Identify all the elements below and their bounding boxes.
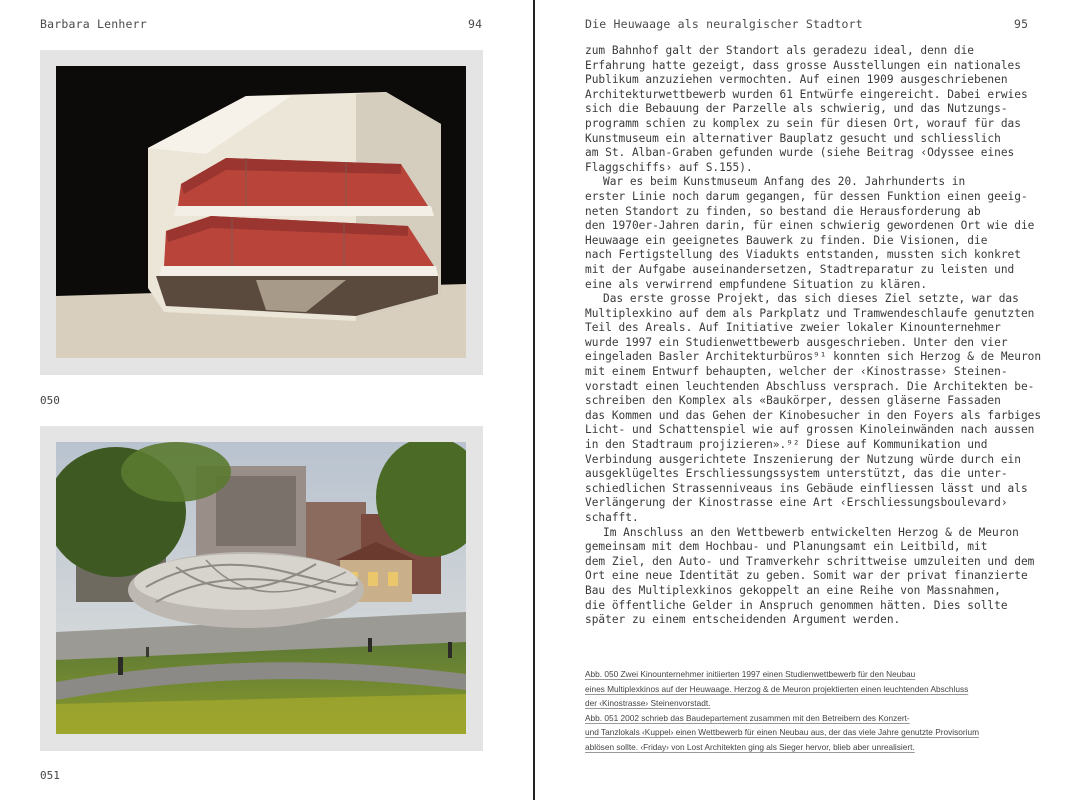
figure-051-frame [40, 426, 483, 751]
body-line: Multiplexkino auf dem als Parkplatz und Tramwendeschlaufe genutzten [585, 306, 1035, 320]
caption-line: und Tanzlokals ‹Kuppel› einen Wettbewerb für einen Neubau aus, der das viele Jahre genutzte Provisorium [585, 727, 980, 737]
body-line: Kunstmuseum ein alternativer Bauplatz gesucht und schliesslich [585, 131, 1001, 145]
body-line: Teil des Areals. Auf Initiative zweier lokaler Kinounternehmer [585, 321, 1001, 335]
body-line: Bau des Multiplexkinos gekoppelt an eine Reihe von Massnahmen, [585, 583, 1001, 597]
body-line: Publikum anzuziehen vermochten. Auf einen 1909 ausgeschriebenen [585, 73, 1008, 87]
caption-line: Abb. 051 2002 schrieb das Baudepartement zusammen mit den Betreibern des Konzert- [585, 712, 910, 723]
body-line: Licht- und Schattenspiel wie auf grossen Kinoleinwänden nach aussen [585, 423, 1035, 437]
body-line: die öffentliche Gelder in Anspruch genommen hätten. Dies sollte [585, 598, 1008, 612]
body-line: Heuwaage ein geeignetes Bauwerk zu finden. Die Visionen, die [585, 233, 988, 247]
body-line: Ort eine neue Identität zu geben. Somit war der privat finanzierte [585, 569, 1028, 583]
club-rendering-photo [56, 442, 466, 734]
body-line: gemeinsam mit dem Hochbau- und Planungsamt ein Leitbild, mit [585, 540, 988, 554]
figure-number-051: 051 [40, 769, 60, 782]
body-line: später zu einem entscheidenden Argument werden. [585, 613, 901, 627]
caption-line: der ‹Kinostrasse› Steinenvorstadt. [585, 698, 711, 708]
header-author: Barbara Lenherr [40, 17, 147, 31]
body-line: vorstadt einen leuchtenden Abschluss versprach. Die Architekten be- [585, 379, 1035, 393]
figure-050-frame [40, 50, 483, 375]
body-line: wurde 1997 ein Studienwettbewerb ausgeschrieben. Unter den vier [585, 335, 1008, 349]
body-line: eingeladen Basler Architekturbüros⁹¹ konnten sich Herzog & de Meuron [585, 350, 1042, 364]
body-line: ausgeklügeltes Erschliessungssystem unterstützt, das die unter- [585, 467, 1008, 481]
header-title: Die Heuwaage als neuralgischer Stadtort [585, 17, 863, 31]
page-number-right: 95 [1014, 17, 1029, 31]
body-line: schreiben den Komplex als «Baukörper, dessen gläserne Fassaden [585, 394, 1001, 408]
body-line: erster Linie noch darum gegangen, für dessen Funktion einen geeig- [585, 189, 1028, 203]
body-line: Erfahrung hatte gezeigt, dass grosse Ausstellungen ein nationales [585, 58, 1021, 72]
figure-number-050: 050 [40, 394, 60, 407]
body-line: den 1970er-Jahren darin, für einen schwierig gewordenen Ort wie die [585, 219, 1035, 233]
body-line: in den Stadtraum projizieren».⁹² Diese auf Kommunikation und [585, 438, 988, 452]
body-line: Verbindung ausgerichtete Inszenierung der Nutzung würde durch ein [585, 452, 1021, 466]
caption-line: eines Multiplexkinos auf der Heuwaage. Herzog & de Meuron projektierten einen leuchtenden Abschluss [585, 683, 969, 694]
cinema-model-photo [56, 66, 466, 358]
body-line: dem Ziel, den Auto- und Tramverkehr schrittweise umzuleiten und dem [585, 554, 1035, 568]
body-line: neten Standort zu finden, so bestand die Herausforderung ab [585, 204, 981, 218]
body-line: War es beim Kunstmuseum Anfang des 20. Jahrhunderts in [603, 175, 966, 189]
caption-line: ablösen sollte. ‹Friday› von Lost Architekten ging als Sieger hervor, blieb aber unrealisiert. [585, 741, 915, 752]
body-line: mit der Aufgabe auseinandersetzen, Stadtreparatur zu leisten und [585, 262, 1015, 276]
body-line: nach Fertigstellung des Viadukts entstanden, mussten sich konkret [585, 248, 1021, 262]
body-line: Im Anschluss an den Wettbewerb entwickelten Herzog & de Meuron [603, 525, 1019, 539]
body-line: am St. Alban-Graben gefunden wurde (siehe Beitrag ‹Odyssee eines [585, 146, 1015, 160]
body-line: eine als verwirrend empfundene Situation zu klären. [585, 277, 928, 291]
body-line: Verlängerung der Kinostrasse eine Art ‹Erschliessungsboulevard› [585, 496, 1008, 510]
left-page [0, 0, 533, 800]
body-line: Flaggschiffs› auf S.155). [585, 160, 753, 174]
body-line: schafft. [585, 511, 639, 524]
body-line: das Kommen und das Gehen der Kinobesucher in den Foyers als farbiges [585, 408, 1042, 422]
right-page [535, 0, 1067, 800]
body-text [585, 44, 1042, 628]
page-number-left: 94 [468, 17, 483, 31]
body-line: sich die Bebauung der Parzelle als schwierig, und das Nutzungs- [585, 102, 1008, 116]
body-line: mit einem Entwurf behaupten, welcher der ‹Kinostrasse› Steinen- [585, 365, 1008, 379]
figure-captions [585, 667, 1035, 754]
body-line: Das erste grosse Projekt, das sich dieses Ziel setzte, war das [603, 292, 1019, 306]
body-line: programm schien zu komplex zu sein für diesen Ort, worauf für das [585, 116, 1021, 130]
caption-line: Abb. 050 Zwei Kinounternehmer initiierten 1997 einen Studienwettbewerb für den Neubau [585, 669, 916, 679]
body-line: zum Bahnhof galt der Standort als geradezu ideal, denn die [585, 44, 975, 57]
body-line: schiedlichen Strassenniveaus ins Gebäude einfliessen lässt und als [585, 481, 1028, 495]
body-line: Architekturwettbewerb wurden 61 Entwürfe eingereicht. Dabei erwies [585, 87, 1028, 101]
